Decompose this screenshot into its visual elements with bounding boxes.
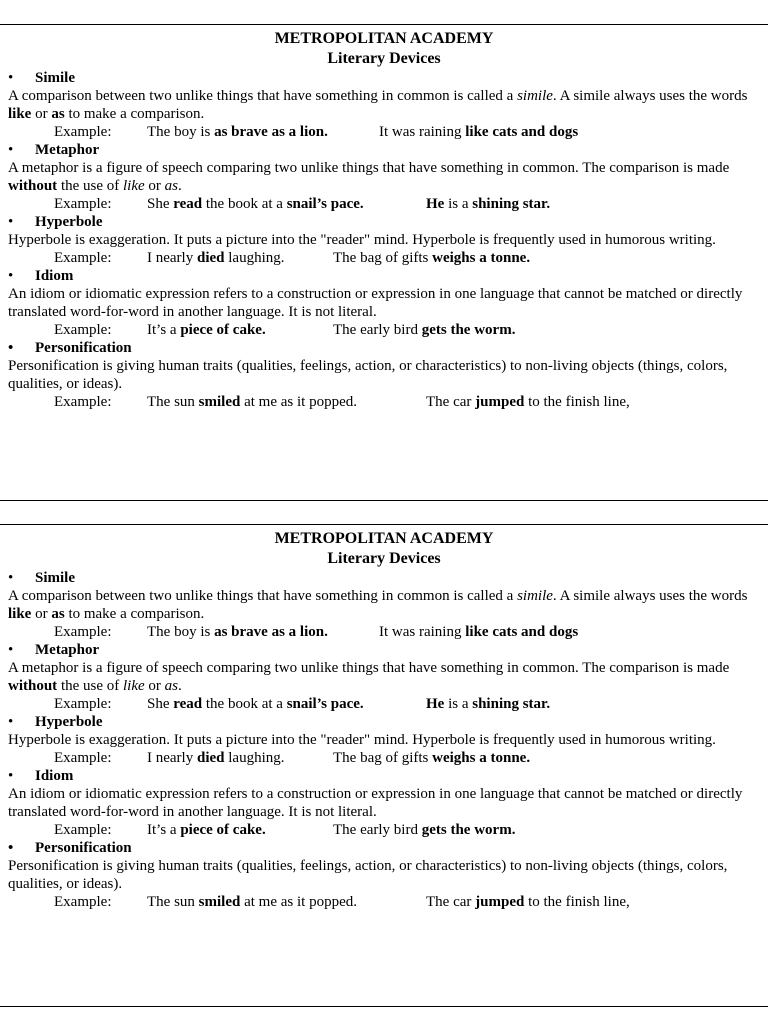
definition: A metaphor is a figure of speech comparing two unlike things that have something in common. The comparison is made without the use of like or as. <box>8 160 730 194</box>
example-2: He is a shining star. <box>426 196 551 212</box>
example-2: The bag of gifts weighs a tonne. <box>333 250 531 266</box>
example-row <box>0 749 768 767</box>
definition: An idiom or idiomatic expression refers to a construction or expression in one language that cannot be matched or directly translated word-for-word in another language. It is not literal. <box>8 286 743 320</box>
example-row <box>0 893 768 911</box>
page-header <box>0 529 768 569</box>
example-label: Example: <box>54 624 112 640</box>
definition: A metaphor is a figure of speech comparing two unlike things that have something in common. The comparison is made without the use of like or as. <box>8 660 730 694</box>
term-label: Simile <box>35 570 75 586</box>
bullet-icon: • <box>8 570 14 586</box>
example-1: The boy is as brave as a lion. <box>147 624 328 640</box>
example-label: Example: <box>54 750 112 766</box>
example-1: The sun smiled at me as it popped. <box>147 894 357 910</box>
example-2: The car jumped to the finish line, <box>426 394 630 410</box>
example-2: It was raining like cats and dogs <box>379 624 579 640</box>
term-metaphor <box>0 641 768 659</box>
bullet-icon: • <box>8 768 14 784</box>
term-personification <box>0 839 768 857</box>
example-label: Example: <box>54 894 112 910</box>
term-label: Hyperbole <box>35 714 103 730</box>
page-header <box>0 29 768 69</box>
example-label: Example: <box>54 196 112 212</box>
bullet-icon: • <box>8 214 14 230</box>
definition: Personification is giving human traits (qualities, feelings, action, or characteristics) to non-living objects (things, colors, qualities, or ideas). <box>8 858 728 892</box>
subject-title: Literary Devices <box>327 50 441 67</box>
bullet-icon: • <box>8 142 14 158</box>
bullet-icon: • <box>8 642 14 658</box>
example-1: I nearly died laughing. <box>147 750 285 766</box>
example-label: Example: <box>54 696 112 712</box>
example-label: Example: <box>54 322 112 338</box>
bullet-icon: • <box>8 840 14 856</box>
example-1: The sun smiled at me as it popped. <box>147 394 357 410</box>
term-label: Idiom <box>35 268 74 284</box>
term-idiom <box>0 267 768 285</box>
example-2: The early bird gets the worm. <box>333 822 516 838</box>
definition: Personification is giving human traits (qualities, feelings, action, or characteristics) to non-living objects (things, colors, qualities, or ideas). <box>8 358 728 392</box>
term-metaphor <box>0 141 768 159</box>
example-2: The car jumped to the finish line, <box>426 894 630 910</box>
example-row <box>0 123 768 141</box>
handout-copy <box>0 529 768 911</box>
definition: Hyperbole is exaggeration. It puts a picture into the "reader" mind. Hyperbole is frequently used in humorous writing. <box>8 732 716 748</box>
example-row <box>0 695 768 713</box>
example-1: She read the book at a snail’s pace. <box>147 196 364 212</box>
school-name: METROPOLITAN ACADEMY <box>274 30 494 47</box>
handout-copy <box>0 29 768 411</box>
term-hyperbole <box>0 713 768 731</box>
term-label: Idiom <box>35 768 74 784</box>
bullet-icon: • <box>8 70 14 86</box>
term-label: Metaphor <box>35 642 100 658</box>
example-label: Example: <box>54 250 112 266</box>
term-label: Personification <box>35 840 132 856</box>
divider-line <box>0 500 768 501</box>
example-1: I nearly died laughing. <box>147 250 285 266</box>
example-1: It’s a piece of cake. <box>147 822 266 838</box>
example-label: Example: <box>54 124 112 140</box>
example-row <box>0 321 768 339</box>
divider-line <box>0 1006 768 1007</box>
example-1: It’s a piece of cake. <box>147 322 266 338</box>
example-label: Example: <box>54 394 112 410</box>
term-personification <box>0 339 768 357</box>
term-hyperbole <box>0 213 768 231</box>
example-row <box>0 821 768 839</box>
example-1: The boy is as brave as a lion. <box>147 124 328 140</box>
example-2: It was raining like cats and dogs <box>379 124 579 140</box>
example-2: He is a shining star. <box>426 696 551 712</box>
subject-title: Literary Devices <box>327 550 441 567</box>
example-row <box>0 623 768 641</box>
example-row <box>0 393 768 411</box>
example-row <box>0 249 768 267</box>
definition: A comparison between two unlike things that have something in common is called a simile. A simile always uses the words like or as to make a comparison. <box>8 88 748 122</box>
school-name: METROPOLITAN ACADEMY <box>274 530 494 547</box>
example-2: The early bird gets the worm. <box>333 322 516 338</box>
divider-line <box>0 524 768 525</box>
example-2: The bag of gifts weighs a tonne. <box>333 750 531 766</box>
example-row <box>0 195 768 213</box>
divider-line <box>0 24 768 25</box>
example-1: She read the book at a snail’s pace. <box>147 696 364 712</box>
definition: A comparison between two unlike things that have something in common is called a simile. A simile always uses the words like or as to make a comparison. <box>8 588 748 622</box>
bullet-icon: • <box>8 714 14 730</box>
example-label: Example: <box>54 822 112 838</box>
bullet-icon: • <box>8 340 14 356</box>
definition: Hyperbole is exaggeration. It puts a picture into the "reader" mind. Hyperbole is frequently used in humorous writing. <box>8 232 716 248</box>
definition: An idiom or idiomatic expression refers to a construction or expression in one language that cannot be matched or directly translated word-for-word in another language. It is not literal. <box>8 786 743 820</box>
term-label: Personification <box>35 340 132 356</box>
term-simile <box>0 569 768 587</box>
term-label: Simile <box>35 70 75 86</box>
term-label: Hyperbole <box>35 214 103 230</box>
term-label: Metaphor <box>35 142 100 158</box>
bullet-icon: • <box>8 268 14 284</box>
term-simile <box>0 69 768 87</box>
term-idiom <box>0 767 768 785</box>
